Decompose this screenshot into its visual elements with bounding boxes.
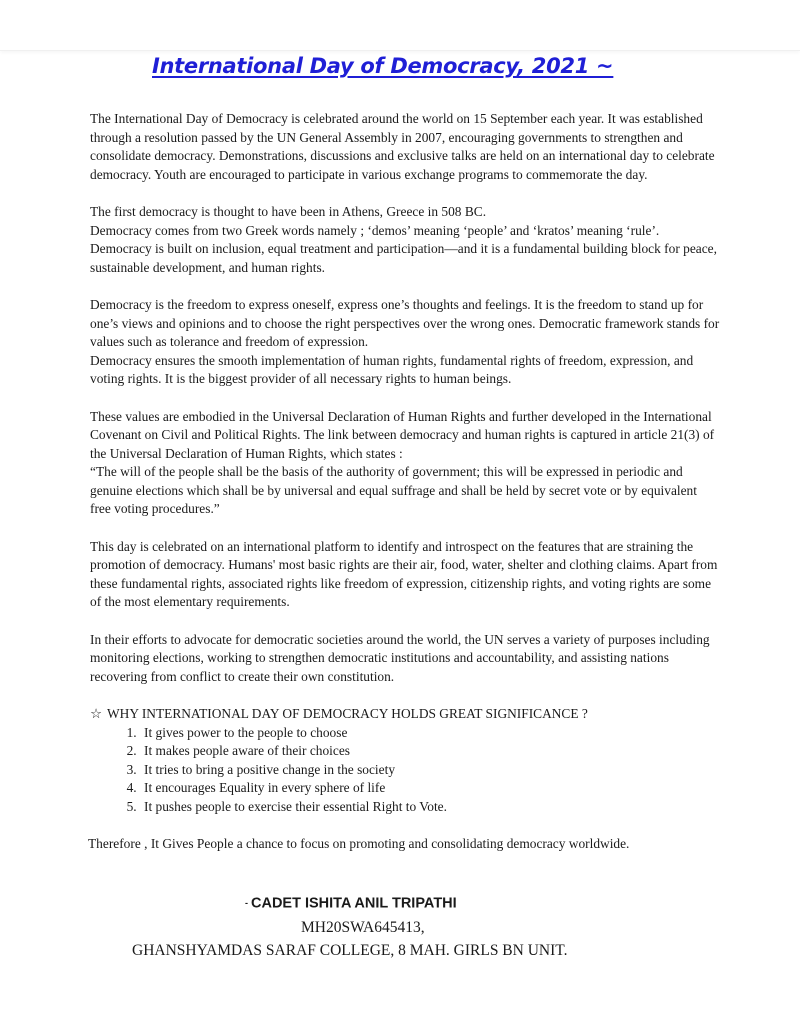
list-item: 1. It gives power to the people to choose [140, 724, 720, 743]
paragraph-un-efforts: In their efforts to advocate for democratic societies around the world, the UN serves a variety of purposes including monitoring elections, working to strengthen democratic institutions and accountability, and assisting nations recovering from conflict to create their own constitution. [90, 631, 710, 684]
signature-name-line [245, 893, 457, 914]
paragraph-quote: “The will of the people shall be the basis of the authority of government; this will be expressed in periodic and genuine elections which shall be by universal and equal suffrage and shall be held by secret vote or by equivalent free voting procedures.” [90, 464, 697, 517]
paragraph-athens: The first democracy is thought to have been in Athens, Greece in 508 BC. [90, 203, 487, 219]
paragraph-greek-words: Democracy comes from two Greek words namely ; ‘demos’ meaning ‘people’ and ‘kratos’ meaning ‘rule’. Democracy is built on inclusion, equal treatment and participation—and it is a fundamental building block for peace, sustainable development, and human rights. [90, 222, 717, 275]
significance-heading [90, 705, 720, 724]
significance-list [90, 724, 720, 817]
list-item: 5. It pushes people to exercise their essential Right to Vote. [140, 798, 720, 817]
list-item: 4. It encourages Equality in every sphere of life [140, 779, 720, 798]
signature-id: MH20SWA645413, [301, 919, 425, 936]
top-bar [0, 0, 800, 51]
document-body [90, 110, 720, 853]
list-item: 2. It makes people aware of their choices [140, 742, 720, 761]
paragraph-platform: This day is celebrated on an international platform to identify and introspect on the features that are straining the promotion of democracy. Humans' most basic rights are their air, food, water, shelter and clothing claims. Apart from these fundamental rights, associated rights like freedom of expression, citizenship rights, and voting rights are some of the most elementary requirements. [90, 538, 718, 610]
paragraph-intro: The International Day of Democracy is celebrated around the world on 15 September each year. It was established through a resolution passed by the UN General Assembly in 2007, encouraging governments to strengthen and consolidate democracy. Demonstrations, discussions and exclusive talks are held on an international day to celebrate democracy. Youth are encouraged to participate in various exchange programs to commemorate the day. [90, 111, 715, 182]
conclusion: Therefore , It Gives People a chance to focus on promoting and consolidating democracy worldwide. [88, 835, 630, 851]
paragraph-freedom: Democracy is the freedom to express oneself, express one’s thoughts and feelings. It is the freedom to stand up for one’s views and opinions and to choose the right perspectives over the wrong ones. Democratic framework stands for values such as tolerance and freedom of expression. [90, 296, 720, 350]
list-item: 3. It tries to bring a positive change in the society [140, 761, 720, 780]
signature-dash: - [245, 898, 248, 908]
paragraph-rights: Democracy ensures the smooth implementation of human rights, fundamental rights of freedom, expression, and voting rights. It is the biggest provider of all necessary rights to human beings. [90, 352, 694, 387]
document-title: International Day of Democracy, 2021 ~ [152, 54, 614, 78]
signature-name: CADET ISHITA ANIL TRIPATHI [251, 895, 457, 912]
star-icon: ☆ [90, 706, 103, 721]
significance-heading-text: WHY INTERNATIONAL DAY OF DEMOCRACY HOLDS GREAT SIGNIFICANCE ? [107, 706, 588, 721]
paragraph-declaration: These values are embodied in the Universal Declaration of Human Rights and further developed in the International Covenant on Civil and Political Rights. The link between democracy and human rights is captured in article 21(3) of the Universal Declaration of Human Rights, which states : [90, 408, 715, 461]
signature-unit: GHANSHYAMDAS SARAF COLLEGE, 8 MAH. GIRLS BN UNIT. [132, 942, 568, 959]
